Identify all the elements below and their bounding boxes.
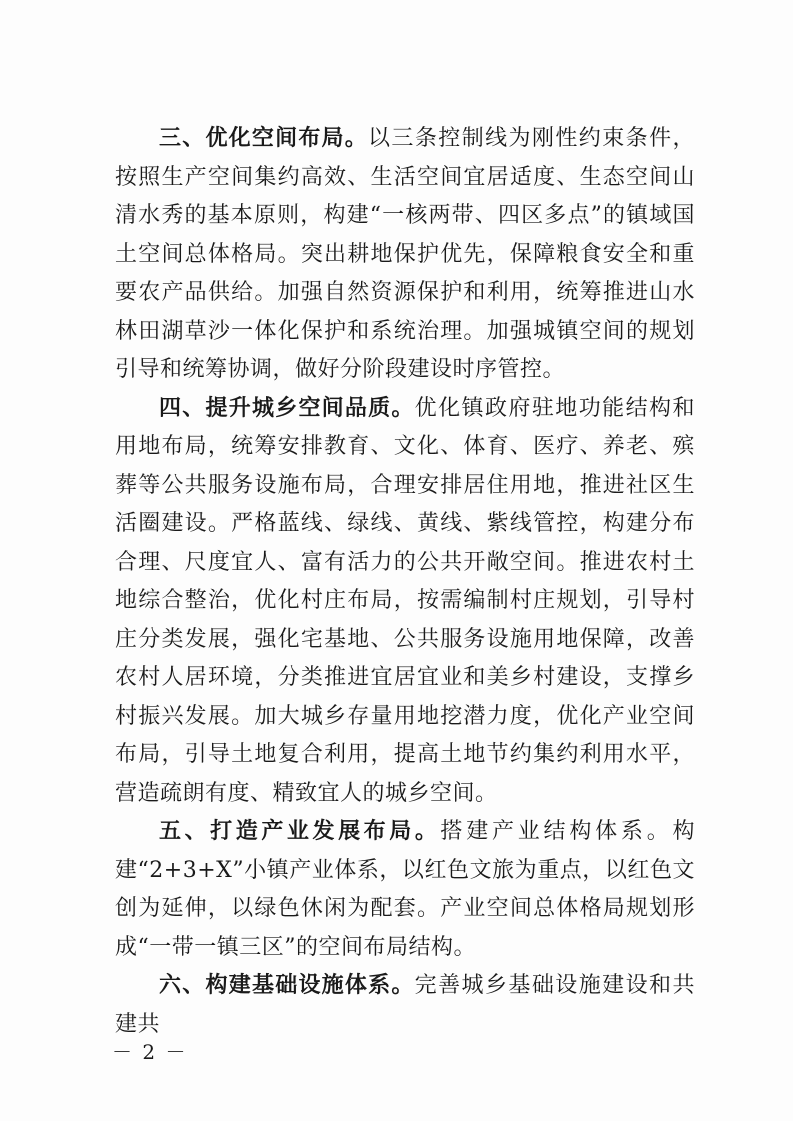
section-3 xyxy=(115,120,695,390)
section-5-heading: 五、打造产业发展布局。 xyxy=(159,819,441,844)
section-3-heading: 三、优化空间布局。 xyxy=(159,126,368,151)
section-5-body: 搭建产业结构体系。构建“2+3+X”小镇产业体系，以红色文旅为重点，以红色文创为延伸，以绿色休闲为配套。产业空间总体格局规划形成“一带一镇三区”的空间布局结构。 xyxy=(115,819,695,960)
section-4-heading: 四、提升城乡空间品质。 xyxy=(159,395,415,421)
section-5 xyxy=(115,813,695,967)
section-4 xyxy=(115,390,695,814)
section-6-heading: 六、构建基础设施体系。 xyxy=(159,973,415,998)
document-body xyxy=(115,120,695,1044)
section-6-body: 完善城乡基础设施建设和共建共 xyxy=(115,973,695,1037)
section-6 xyxy=(115,967,695,1044)
section-3-body: 以三条控制线为刚性约束条件，按照生产空间集约高效、生活空间宜居适度、生态空间山清水秀的基本原则，构建“一核两带、四区多点”的镇域国土空间总体格局。突出耕地保护优先，保障粮食安全和重要农产品供给。加强自然资源保护和利用，统筹推进山水林田湖草沙一体化保护和系统治理。加强城镇空间的规划引导和统筹协调，做好分阶段建设时序管控。 xyxy=(115,126,695,382)
section-4-body: 优化镇政府驻地功能结构和用地布局，统筹安排教育、文化、体育、医疗、养老、殡葬等公共服务设施布局，合理安排居住用地，推进社区生活圈建设。严格蓝线、绿线、黄线、紫线管控，构建分布合理、尺度宜人、富有活力的公共开敞空间。推进农村土地综合整治，优化村庄布局，按需编制村庄规划，引导村庄分类发展，强化宅基地、公共服务设施用地保障，改善农村人居环境，分类推进宜居宜业和美乡村建设，支撑乡村振兴发展。加大城乡存量用地挖潜力度，优化产业空间布局，引导土地复合利用，提高土地节约集约利用水平，营造疏朗有度、精致宜人的城乡空间。 xyxy=(115,395,695,806)
page-number: － 2 － xyxy=(112,1040,188,1064)
